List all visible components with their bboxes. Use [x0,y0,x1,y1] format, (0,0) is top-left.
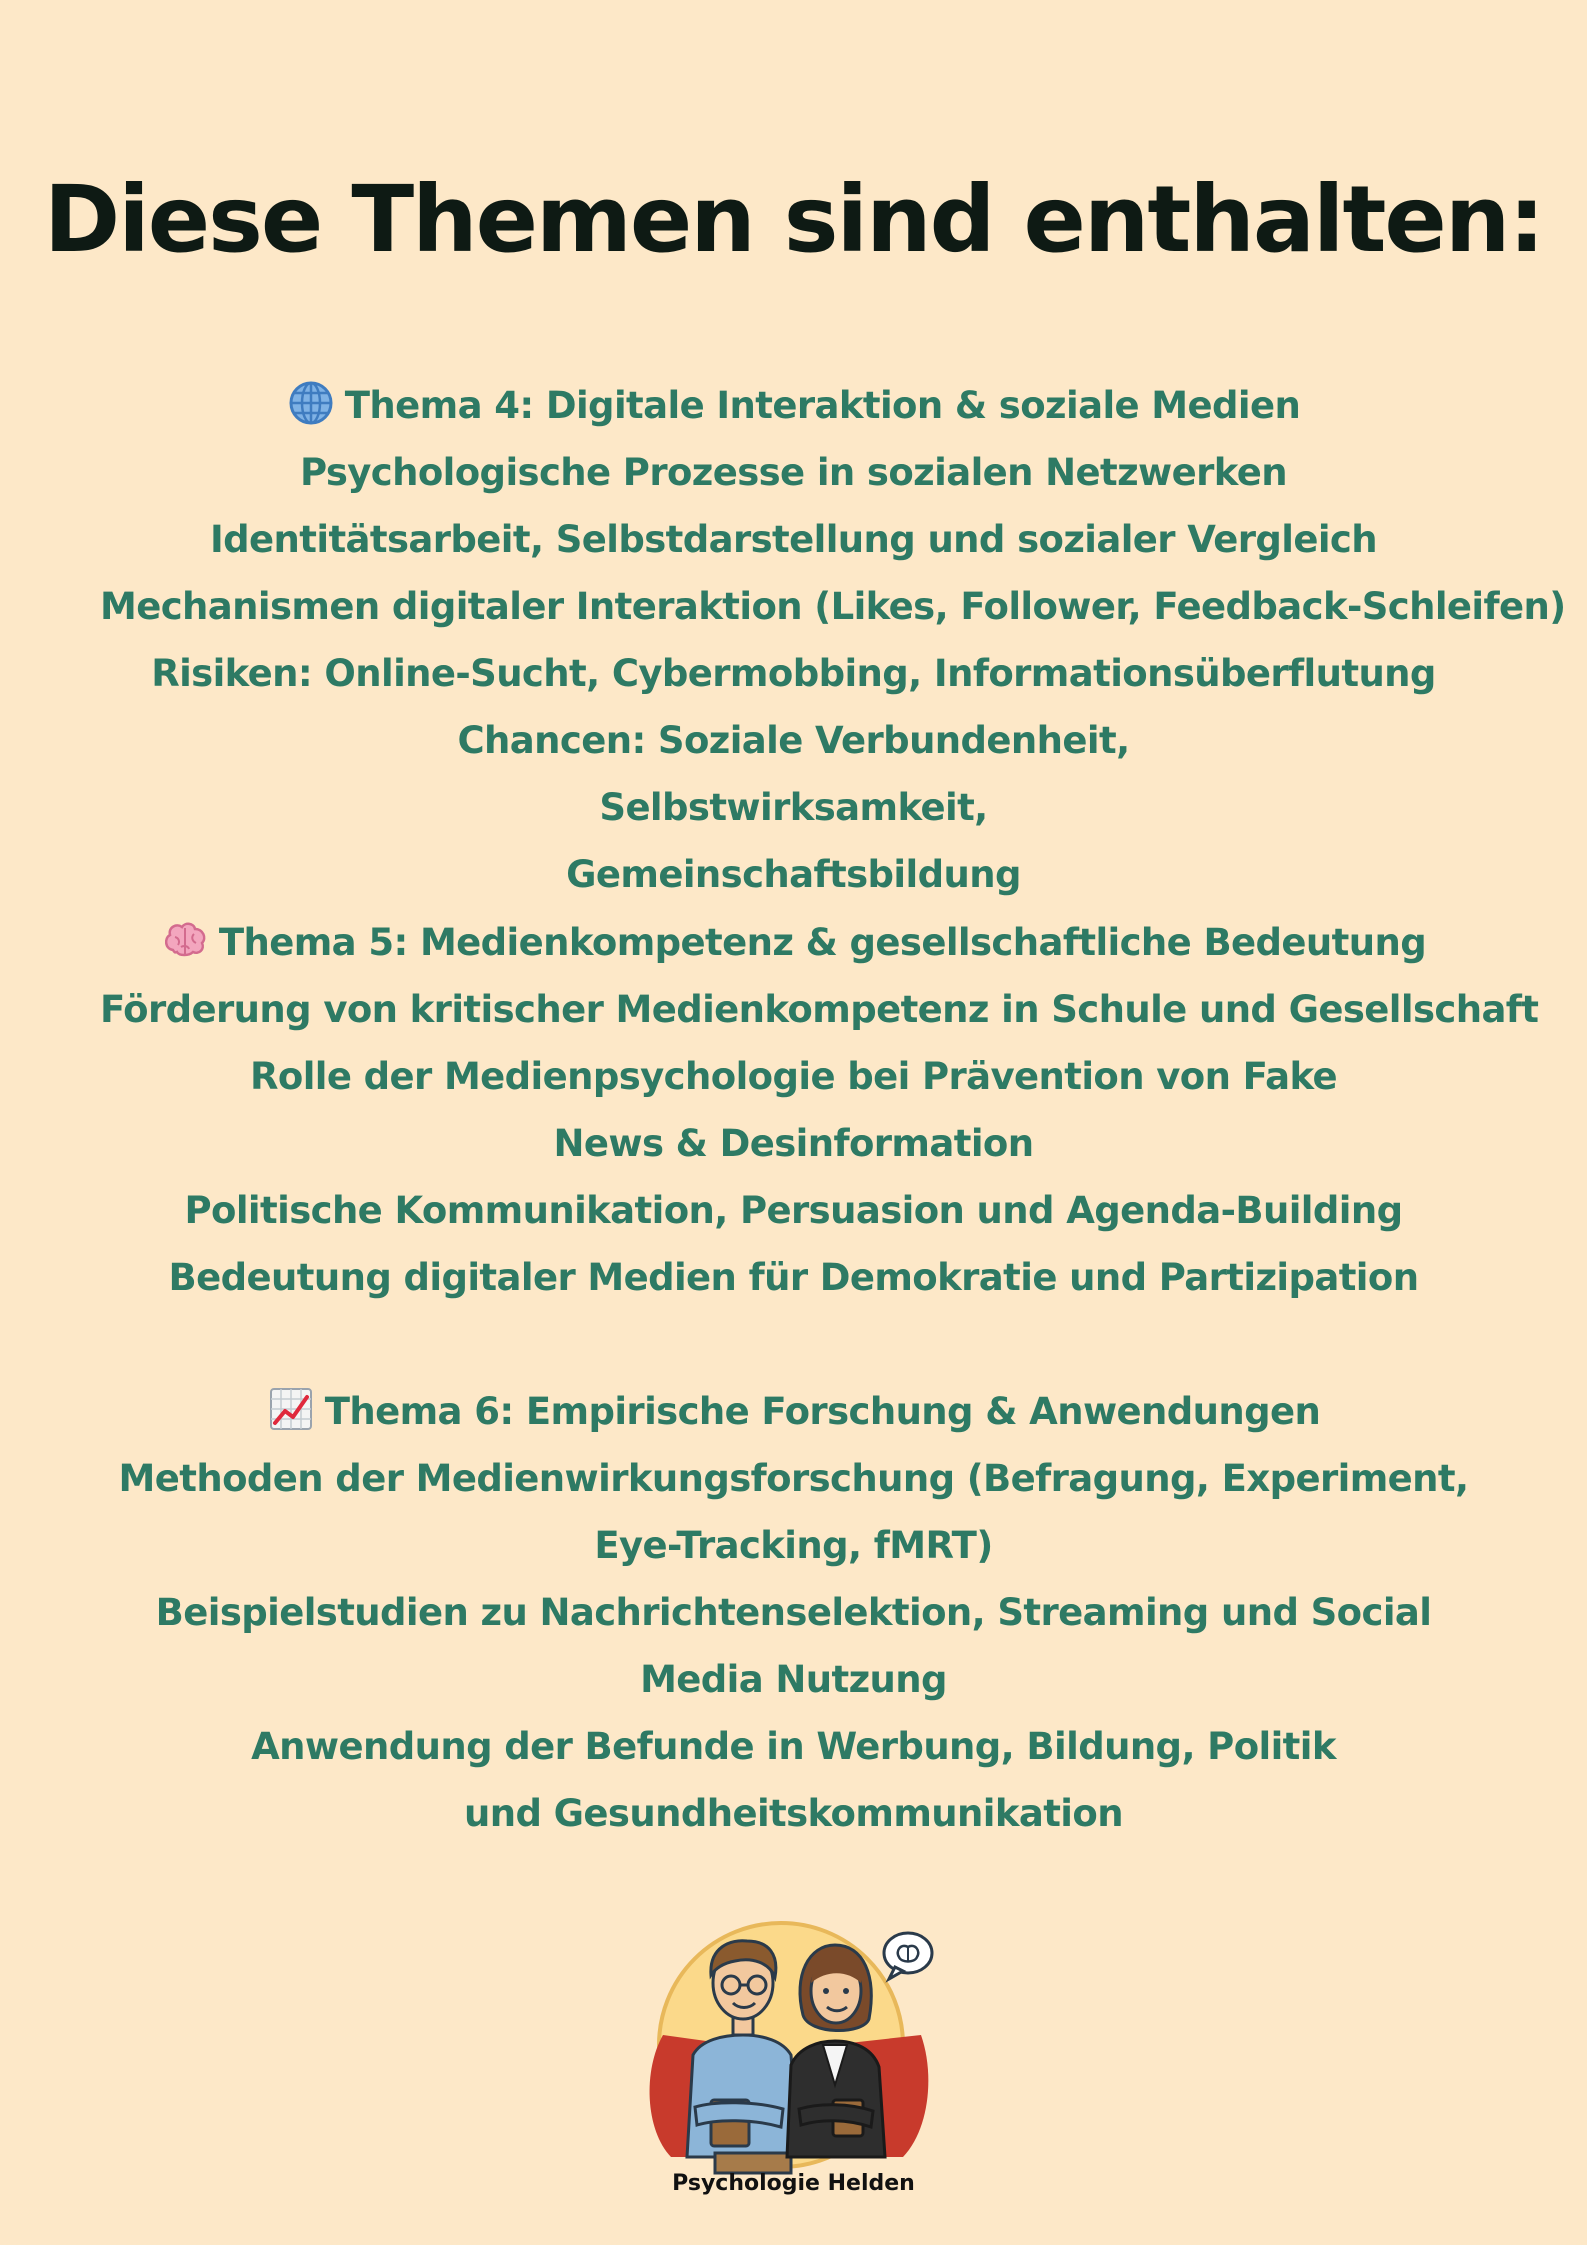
topic-heading-text: Thema 6: Empirische Forschung & Anwendungen [324,1390,1321,1433]
topic-section-5 [100,909,1539,1311]
psychologie-helden-logo [623,1895,943,2185]
topic-point: Beispielstudien zu Nachrichtenselektion, Streaming und Social Media Nutzung [155,1591,1432,1701]
topic-point: Chancen: Soziale Verbundenheit, Selbstwirksamkeit, Gemeinschaftsbildung [457,719,1130,896]
brain-icon [161,916,209,964]
topic-point: Politische Kommunikation, Persuasion und Agenda-Building [184,1189,1403,1232]
topic-point: Bedeutung digitaler Medien für Demokratie und Partizipation [168,1256,1419,1299]
topic-point: Rolle der Medienpsychologie bei Prävention von Fake News & Desinformation [249,1055,1338,1165]
topic-point: Identitätsarbeit, Selbstdarstellung und sozialer Vergleich [209,518,1377,561]
topic-heading [100,372,1487,439]
topic-heading [100,909,1487,976]
topic-point: Psychologische Prozesse in sozialen Netzwerken [299,451,1288,494]
topic-heading [100,1378,1487,1445]
topic-point: Methoden der Medienwirkungsforschung (Befragung, Experiment, Eye-Tracking, fMRT) [118,1457,1469,1567]
topic-heading-text: Thema 5: Medienkompetenz & gesellschaftliche Bedeutung [218,921,1427,964]
brand-name: Psychologie Helden [672,2171,915,2196]
topic-heading-text: Thema 4: Digitale Interaktion & soziale Medien [344,384,1301,427]
globe-icon [287,379,335,427]
topic-point: Anwendung der Befunde in Werbung, Bildung, Politik und Gesundheitskommunikation [251,1725,1336,1835]
chart-increasing-icon [267,1385,315,1433]
topic-point: Förderung von kritischer Medienkompetenz in Schule und Gesellschaft [100,988,1539,1031]
topic-point: Risiken: Online-Sucht, Cybermobbing, Informationsüberflutung [151,652,1436,695]
topic-section-6 [100,1378,1487,1847]
topic-point: Mechanismen digitaler Interaktion (Likes, Follower, Feedback-Schleifen) [100,585,1566,628]
topic-section-4 [100,372,1566,908]
page-title: Diese Themen sind enthalten: [43,166,1544,273]
